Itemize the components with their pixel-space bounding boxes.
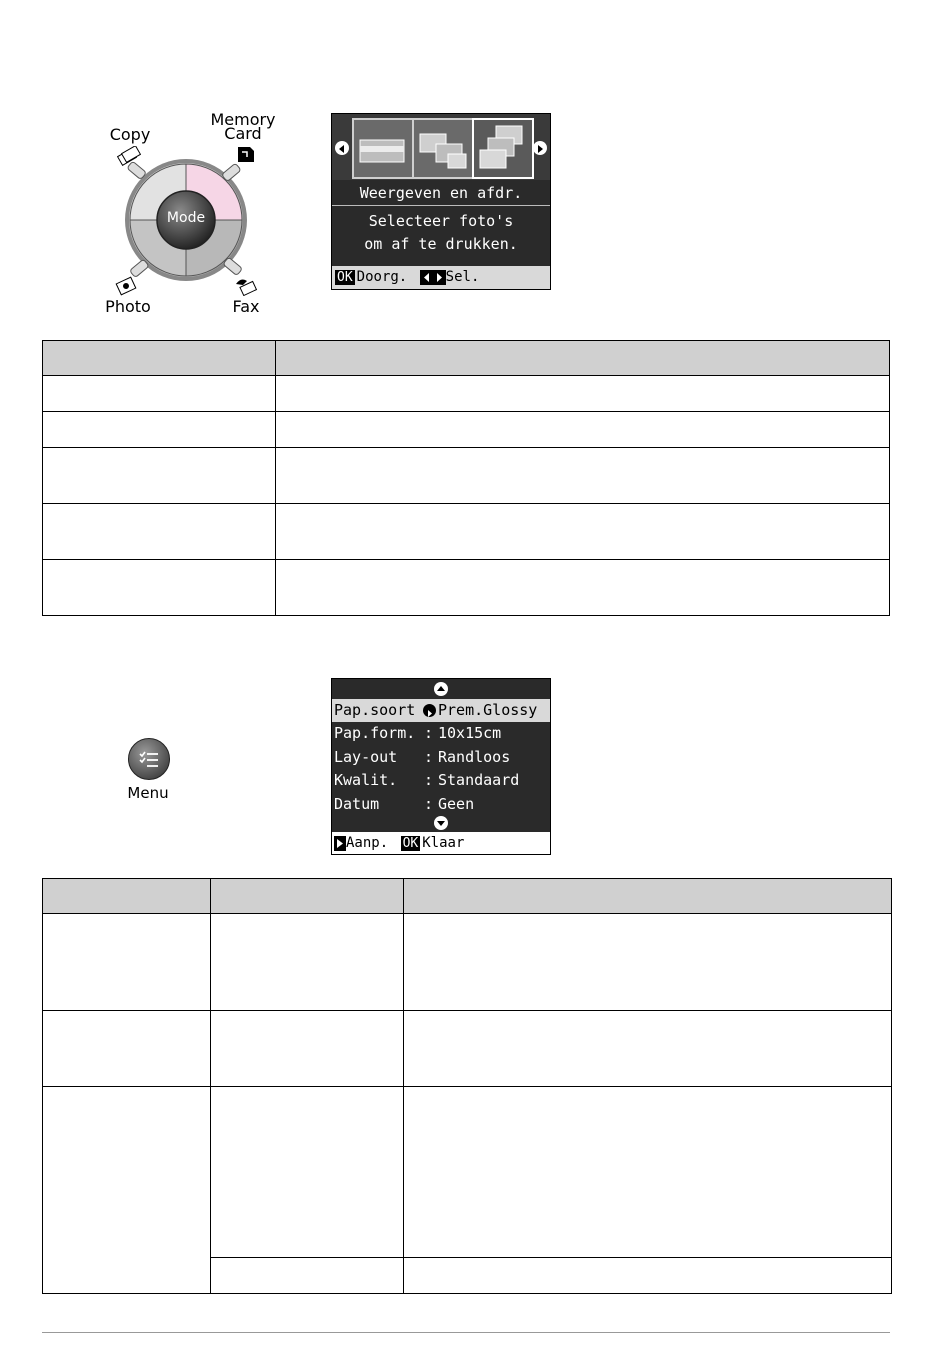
settings-row-name: Kwalit. [334, 771, 398, 790]
table-cell [43, 448, 276, 504]
table-cell [211, 1011, 404, 1087]
table-2-header-row [43, 879, 892, 914]
photo-label: Photo [105, 297, 151, 316]
change-action-label: Aanp. [346, 835, 389, 851]
settings-row-name: Pap.form. [334, 724, 416, 743]
table-cell [404, 1087, 892, 1258]
table-cell [276, 376, 890, 412]
table-cell [43, 1011, 211, 1087]
table-cell [276, 504, 890, 560]
table-cell [404, 1011, 892, 1087]
lcd-view-title: Weergeven en afdr. [332, 181, 550, 206]
lcd-settings-screen [331, 678, 551, 855]
table-1 [42, 340, 890, 616]
table-cell [43, 914, 211, 1011]
settings-row-name: Lay-out [334, 747, 398, 766]
settings-row[interactable] [332, 793, 550, 816]
lcd-view-message-line1: Selecteer foto's [368, 212, 514, 230]
settings-row-value: Prem.Glossy [438, 701, 538, 719]
thumbnail[interactable] [352, 118, 414, 179]
copy-icon [117, 146, 141, 170]
table-2-header-cell [404, 879, 892, 914]
lcd-view-message-line2: om af te drukken. [364, 235, 518, 253]
table-cell [276, 448, 890, 504]
table-1-header-cell [276, 341, 890, 376]
footer-divider [42, 1332, 890, 1333]
settings-row-separator: : [424, 724, 434, 743]
ok-action-label: Doorg. [356, 269, 408, 285]
table-cell [404, 914, 892, 1011]
lcd-view-footer [332, 266, 550, 289]
table-cell [43, 504, 276, 560]
memory-card-icon [235, 144, 257, 168]
table-cell [43, 1087, 211, 1294]
right-key-icon [334, 836, 346, 851]
settings-row[interactable] [332, 769, 550, 792]
menu-list-icon [129, 739, 169, 779]
table-row [43, 504, 890, 560]
settings-row[interactable] [332, 722, 550, 745]
fax-label: Fax [232, 297, 260, 316]
table-1-header-row [43, 341, 890, 376]
table-row [43, 412, 890, 448]
table-row [43, 376, 890, 412]
settings-row-name: Pap.soort [334, 701, 416, 719]
table-cell [43, 560, 276, 616]
label-line: Memory [210, 110, 276, 129]
ok-key-icon: OK [402, 836, 419, 851]
right-arrow-icon [423, 704, 436, 717]
copy-label: Copy [109, 125, 151, 144]
settings-row-value: 10x15cm [438, 724, 502, 743]
table-cell [43, 412, 276, 448]
table-2-header-cell [43, 879, 211, 914]
settings-row-value: Standaard [438, 771, 520, 790]
menu-button[interactable] [128, 738, 170, 780]
sel-action-label: Sel. [445, 269, 480, 285]
settings-row-separator: : [424, 747, 434, 766]
settings-row[interactable] [332, 746, 550, 769]
settings-row-name: Datum [334, 794, 380, 813]
thumbnail[interactable] [412, 118, 474, 179]
mode-center-label: Mode [166, 210, 206, 226]
done-action-label: Klaar [422, 835, 465, 851]
label-line: Card [224, 124, 262, 143]
table-row [43, 1087, 892, 1258]
table-1-header-cell [43, 341, 276, 376]
thumbnail-selected[interactable] [472, 118, 534, 179]
thumbnail-strip [332, 114, 550, 180]
left-right-keys-icon [420, 270, 446, 285]
table-cell [276, 560, 890, 616]
table-cell [276, 412, 890, 448]
table-row [43, 914, 892, 1011]
table-cell [211, 914, 404, 1011]
scroll-up-icon[interactable] [434, 682, 448, 696]
settings-row-separator: : [424, 794, 434, 813]
table-cell [43, 376, 276, 412]
settings-row[interactable] [332, 699, 550, 722]
table-2 [42, 878, 892, 1294]
table-cell [404, 1258, 892, 1294]
menu-button-label: Menu [127, 784, 169, 802]
ok-key-icon: OK [337, 270, 353, 285]
table-row [43, 1011, 892, 1087]
lcd-settings-footer [332, 832, 550, 854]
table-cell [211, 1087, 404, 1258]
settings-row-value: Geen [438, 794, 475, 813]
memory-card-label-line [208, 110, 278, 143]
settings-list [332, 699, 550, 816]
memory-card-label [208, 110, 278, 143]
settings-row-separator: : [424, 771, 434, 790]
table-row [43, 448, 890, 504]
arrow-left-icon[interactable] [335, 141, 349, 155]
table-row [43, 560, 890, 616]
lcd-view-screen [331, 113, 551, 290]
arrow-right-icon[interactable] [533, 141, 547, 155]
scroll-down-icon[interactable] [434, 816, 448, 830]
table-2-header-cell [211, 879, 404, 914]
table-cell [211, 1258, 404, 1294]
settings-row-value: Randloos [438, 747, 511, 766]
